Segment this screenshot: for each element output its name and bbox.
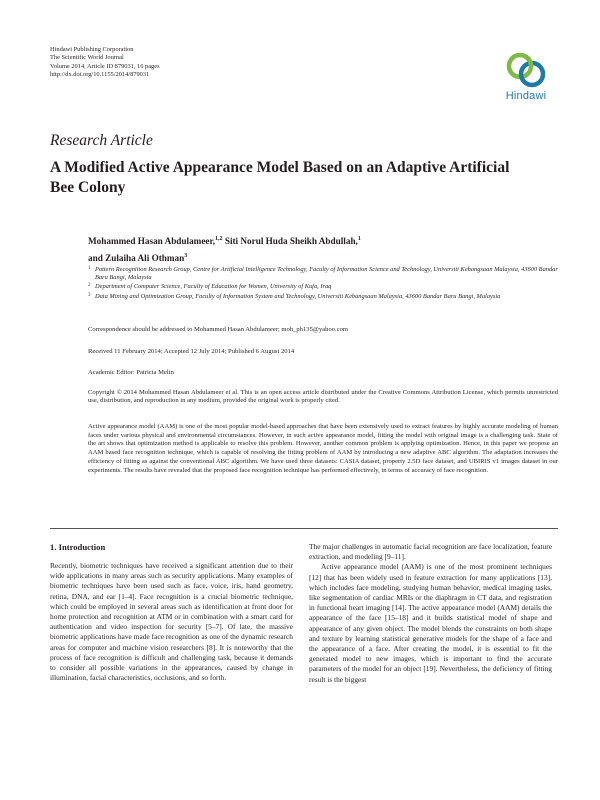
affiliation-item (88, 266, 558, 282)
author-affil-ref: 3 (184, 253, 188, 260)
body-paragraph: Active appearance model (AAM) is one of the most prominent techniques [12] that has been widely used in feature extraction for many applications [13], which includes face modeling, studying human behavior, medical imaging tasks, like segmentation of cardiac MRIs or the diaphragm in CT data, and registration in functional heart imaging [14]. The active appearance model (AAM) details the appearance of the face [15–18] and it builds statistical model of shape and appearance of any given object. The model blends the constraints on both shape and texture by learning statistical generative models for the shape of a face and the appearance of a face. After creating the model, it is essential to fit the generated model to new images, which is important to find the accurate parameters of the model for an object [19]. Nevertheless, the deficiency of fitting result is the biggest (309, 562, 552, 684)
author-affil-ref: 1,2 (215, 236, 223, 242)
section-heading-introduction: 1. Introduction (50, 542, 106, 552)
author-name: and Zulaiha Ali Othman (88, 253, 185, 264)
volume-info: Volume 2014, Article ID 879031, 16 pages (50, 62, 160, 70)
article-title: A Modified Active Appearance Model Based on an Adaptive Artificial Bee Colony (50, 159, 510, 196)
right-column (309, 542, 552, 685)
hindawi-wordmark: Hindawi (505, 90, 547, 102)
author-name: Mohammed Hasan Abdulameer, (88, 236, 216, 247)
publication-dates: Received 11 February 2014; Accepted 12 July 2014; Published 6 August 2014 (88, 348, 295, 355)
abstract: Active appearance model (AAM) is one of the most popular model-based approaches that have been extensively used to extract features by highly accurate modeling of human faces under various physical and environmental circumstances. However, in such active appearance model, fitting the model with original image is a challenging task. State of the art shows that optimization method is applicable to resolve this problem. However, another common problem is applying optimization. Hence, in this paper we propose an AAM based face recognition technique, which is capable of resolving the fitting problem of AAM by introducing a new adaptive ABC algorithm. The adaptation increases the efficiency of fitting as against the conventional ABC algorithm. We have used three datasets: CASIA dataset, property 2.5D face dataset, and UBIRIS v1 images dataset in our experiments. The results have revealed that the proposed face recognition technique has performed effectively, in terms of accuracy of face recognition. (88, 423, 558, 474)
affiliation-item (88, 283, 558, 291)
publisher-name: Hindawi Publishing Corporation (50, 46, 134, 53)
affiliation-number: 2 (88, 283, 91, 289)
affiliation-item (88, 293, 558, 301)
correspondence-line: Correspondence should be addressed to Mohammed Hasan Abdulameer; moh_ph135@yahoo.com (88, 326, 349, 333)
affiliation-text: Pattern Recognition Research Group, Centre for Artificial Intelligence Technology, Faculty of Information Science and Technology, Universiti Kebangsaan Malaysia, 43600 Bandar Baru Bangi, Malaysia (95, 266, 558, 282)
journal-name: The Scientific World Journal (50, 54, 124, 62)
hindawi-logo-icon (503, 50, 549, 90)
affiliation-list (88, 266, 558, 302)
journal-header (50, 46, 160, 80)
author-list (88, 232, 558, 266)
article-type: Research Article (50, 132, 153, 149)
affiliation-number: 1 (88, 266, 91, 271)
author-affil-ref: 1 (357, 236, 361, 242)
copyright-notice: Copyright © 2014 Mohammed Hasan Abdulameer et al. This is an open access article distributed under the Creative Commons Attribution License, which permits unrestricted use, distribution, and reproduction in any medium, provided the original work is properly cited. (88, 389, 558, 405)
body-paragraph: The major challenges in automatic facial recognition are face localization, feature extraction, and modeling [9–11]. (309, 542, 552, 562)
affiliation-text: Data Mining and Optimization Group, Faculty of Information System and Technology, Universiti Kebangsaan Malaysia, 43600 Bandar Baru Bangi, Malaysia (95, 292, 501, 300)
doi-link[interactable]: http://dx.doi.org/10.1155/2014/879031 (50, 71, 150, 79)
left-column (50, 542, 293, 683)
affiliation-text: Department of Computer Science, Faculty of Education for Women, University of Kufa, Iraq (95, 283, 332, 291)
hindawi-logo (496, 50, 556, 102)
academic-editor: Academic Editor: Patricia Melin (88, 369, 174, 376)
author-name: Siti Norul Huda Sheikh Abdullah, (222, 236, 358, 247)
body-paragraph: Recently, biometric techniques have received a significant attention due to their wide applications in many areas such as security applications. Many examples of biometric techniques have been used such as face, voice, iris, hand geometry, retina, DNA, and ear [1–4]. Face recognition is a crucial biometric technique, which could be employed in several areas such as identification at front door for home protection and recognition at ATM or in combination with a smart card for authentication and video inspection for security [5–7]. Of late, the massive biometric applications have made face recognition as one of the dynamic research areas for computer and machine vision researchers [8]. It is noteworthy that the process of face recognition is difficult and challenging task, because it demands to consider all possible variations in the appearances, caused by change in illumination, facial characteristics, occlusions, and so forth. (50, 561, 293, 683)
affiliation-number: 3 (88, 292, 91, 298)
section-divider (50, 528, 558, 529)
